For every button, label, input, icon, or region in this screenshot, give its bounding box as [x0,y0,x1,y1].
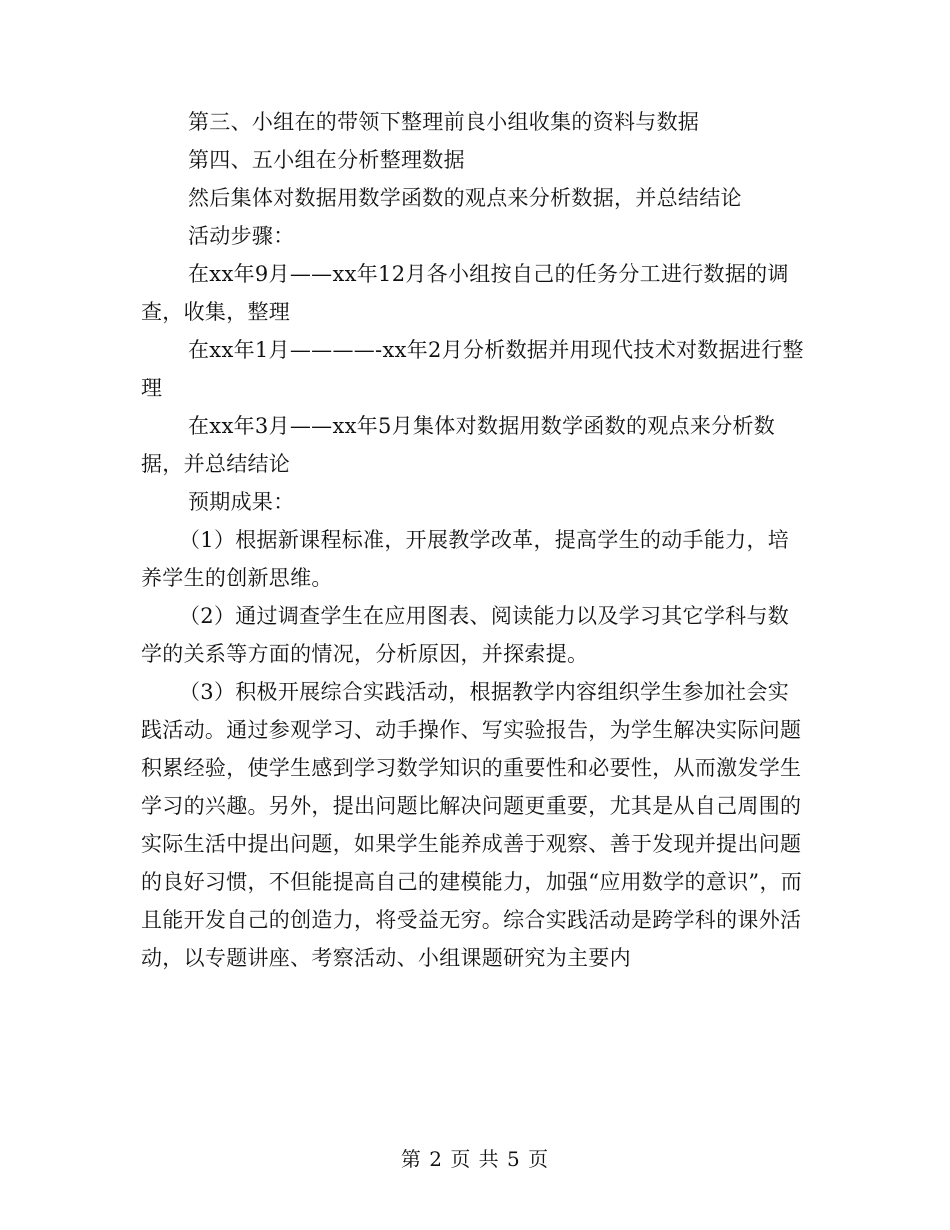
paragraph-result-2: （2）通过调查学生在应用图表、阅读能力以及学习其它学科与数学的关系等方面的情况，分析原因，并探索提。 [141,604,790,666]
paragraph-result-3: （3）积极开展综合实践活动，根据教学内容组织学生参加社会实践活动。通过参观学习、动手操作、写实验报告，为学生解决实际问题积累经验，使学生感到学习数学知识的重要性和必要性，从而激发学生学习的兴趣。另外，提出问题比解决问题更重要，尤其是从自己周围的实际生活中提出问题，如果学生能养成善于观察、善于发现并提出问题的良好习惯，不但能提高自己的建模能力，加强“应用数学的意识”，而且能开发自己的创造力，将受益无穷。综合实践活动是跨学科的课外活动，以专题讲座、考察活动、小组课题研究为主要内 [141,680,803,970]
heading-expected-results: 预期成果： [188,490,295,514]
paragraph-step-3: 在xx年3月——xx年5月集体对数据用数学函数的观点来分析数据，并总结结论 [141,414,776,476]
paragraph-group3: 第三、小组在的带领下整理前良小组收集的资料与数据 [188,110,700,134]
heading-activity-steps: 活动步骤： [188,224,295,248]
page-number-footer: 第 2 页 共 5 页 [400,1147,550,1171]
paragraph-collective-analysis: 然后集体对数据用数学函数的观点来分析数据，并总结结论 [188,186,742,210]
paragraph-result-1: （1）根据新课程标准，开展教学改革，提高学生的动手能力，培养学生的创新思维。 [141,528,790,590]
paragraph-step-2: 在xx年1月————-xx年2月分析数据并用现代技术对数据进行整理 [141,338,804,400]
document-body [141,103,809,977]
paragraph-step-1: 在xx年9月——xx年12月各小组按自己的任务分工进行数据的调查，收集，整理 [141,262,789,324]
paragraph-group4-5: 第四、五小组在分析整理数据 [188,148,465,172]
